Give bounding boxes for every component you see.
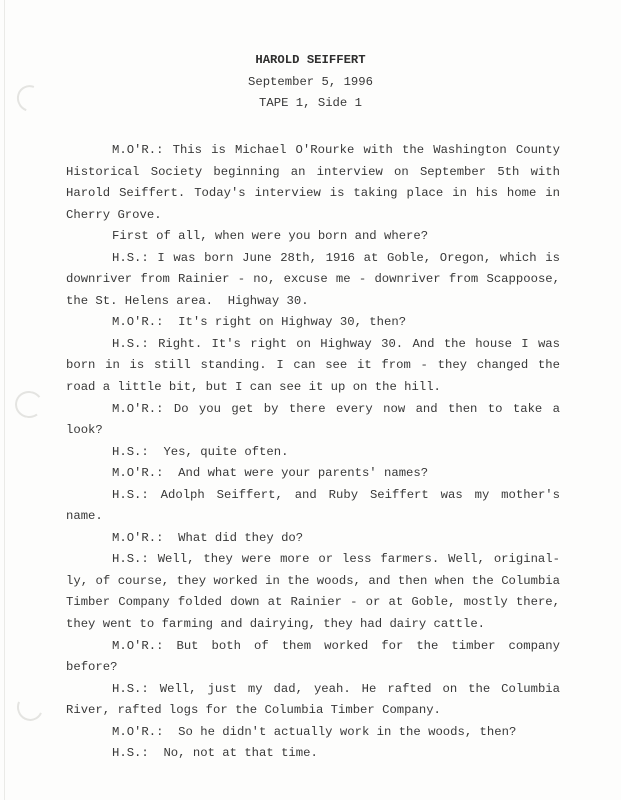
document-date: September 5, 1996 [248, 74, 373, 89]
transcript-line: before? [66, 660, 118, 675]
transcript-line: born in is still standing. I can see it from - they changed the [66, 358, 560, 373]
transcript-line: the St. Helens area. Highway 30. [66, 293, 309, 308]
transcript-paragraph [66, 485, 560, 528]
transcript-line: Harold Seiffert. Today's interview is taking place in his home in [66, 186, 560, 201]
transcript-paragraph [66, 248, 560, 313]
transcript-line: M.O'R.: What did they do? [112, 530, 304, 545]
transcript-line: H.S.: Yes, quite often. [112, 444, 289, 459]
transcript-line: River, rafted logs for the Columbia Timber Company. [66, 703, 441, 718]
transcript-paragraph [66, 743, 560, 765]
transcript-paragraph [66, 442, 560, 464]
transcript-body [66, 140, 560, 765]
document-header [0, 50, 621, 115]
transcript-line: H.S.: No, not at that time. [112, 746, 318, 761]
transcript-line: Timber Company folded down at Rainier - or at Goble, mostly there, [66, 595, 560, 610]
transcript-line: H.S.: Right. It's right on Highway 30. And the house I was [112, 336, 560, 351]
tape-side-label: TAPE 1, Side 1 [259, 96, 362, 110]
transcript-line: they went to farming and dairying, they had dairy cattle. [66, 617, 486, 632]
transcript-paragraph [66, 679, 560, 722]
transcript-line: downriver from Rainier - no, excuse me - downriver from Scappoose, [66, 272, 560, 287]
transcript-line: ly, of course, they worked in the woods, and then when the Columbia [66, 573, 560, 588]
transcript-line: M.O'R.: So he didn't actually work in the woods, then? [112, 724, 517, 739]
transcript-line: H.S.: Well, they were more or less farmers. Well, original- [112, 552, 560, 567]
transcript-line: M.O'R.: This is Michael O'Rourke with the Washington County [112, 143, 560, 157]
transcript-paragraph [66, 636, 560, 679]
transcript-paragraph [66, 549, 560, 635]
transcript-paragraph [66, 334, 560, 399]
transcript-paragraph [66, 463, 560, 485]
transcript-line: M.O'R.: It's right on Highway 30, then? [112, 315, 407, 330]
transcript-line: road a little bit, but I can see it up on the hill. [66, 380, 441, 395]
transcript-paragraph [66, 722, 560, 744]
transcript-line: M.O'R.: But both of them worked for the timber company [112, 638, 560, 653]
transcript-line: H.S.: Well, just my dad, yeah. He rafted on the Columbia [112, 681, 560, 696]
transcript-line: H.S.: I was born June 28th, 1916 at Goble, Oregon, which is [112, 250, 560, 265]
transcript-line: M.O'R.: Do you get by there every now and then to take a [112, 401, 560, 416]
document-title: HAROLD SEIFFERT [255, 53, 366, 67]
transcript-line: First of all, when were you born and where? [112, 229, 429, 244]
transcript-paragraph [66, 312, 560, 334]
transcript-paragraph [66, 399, 560, 442]
transcript-line: Cherry Grove. [66, 207, 162, 222]
transcript-line: H.S.: Adolph Seiffert, and Ruby Seiffert was my mother's [112, 487, 560, 502]
binder-ring-mark-middle [13, 389, 44, 420]
transcript-paragraph [66, 140, 560, 226]
transcript-line: M.O'R.: And what were your parents' names? [112, 466, 429, 481]
transcript-line: Historical Society beginning an interview on September 5th with [66, 164, 560, 179]
paper-edge-shadow [4, 0, 5, 800]
transcript-line: look? [66, 423, 103, 438]
transcript-line: name. [66, 509, 103, 524]
binder-ring-mark-bottom [13, 690, 47, 724]
transcript-paragraph [66, 226, 560, 248]
transcript-paragraph [66, 528, 560, 550]
